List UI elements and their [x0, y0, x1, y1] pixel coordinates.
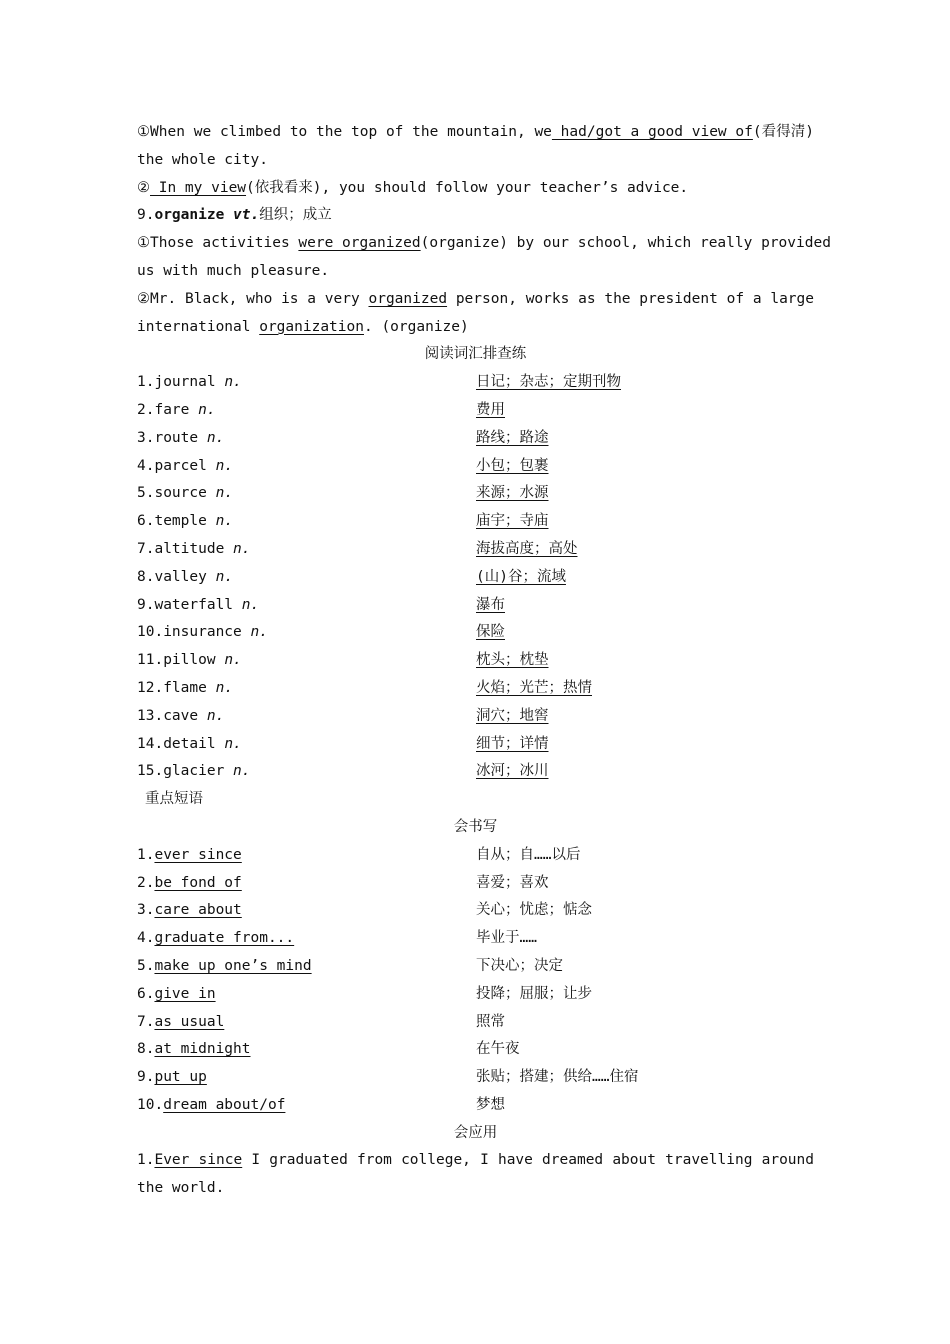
vocab-meaning-cell	[476, 758, 814, 786]
part-of-speech: n.	[224, 374, 242, 391]
item-number: 8.	[137, 1041, 155, 1058]
phrase-meaning: 下决心；决定	[476, 957, 563, 974]
part-of-speech: n.	[198, 401, 216, 418]
part-of-speech: n.	[224, 652, 242, 669]
vocab-row	[137, 619, 814, 647]
phrase-meaning: 梦想	[476, 1096, 505, 1113]
part-of-speech: n.	[224, 735, 242, 752]
item-number: 1.	[137, 846, 155, 863]
phrase-term	[137, 981, 476, 1009]
organize-example-1	[137, 230, 831, 258]
phrase-term	[137, 1009, 476, 1037]
organize-example-2-cont	[137, 314, 814, 342]
vocab-meaning: 冰河；冰川	[476, 763, 549, 780]
part-of-speech: n.	[250, 624, 268, 641]
vocab-meaning: 费用	[476, 401, 505, 418]
vocab-term	[137, 369, 476, 397]
item-number: 10.	[137, 1096, 164, 1113]
vocab-row	[137, 425, 814, 453]
word-entry-organize	[137, 202, 814, 230]
vocab-word: fare	[154, 401, 190, 418]
vocab-row	[137, 508, 814, 536]
vocab-term	[137, 397, 476, 425]
phrase-row	[137, 897, 814, 925]
part-of-speech: n.	[206, 429, 225, 446]
vocab-term	[137, 480, 476, 508]
vocab-meaning: (山)谷；流域	[476, 568, 566, 585]
word-meaning: 组织；成立	[259, 207, 332, 224]
phrase-text: ever since	[154, 846, 242, 863]
sentence-text: ①When we climbed to the top of the mountain, we	[137, 124, 552, 140]
vocab-term	[137, 758, 476, 786]
item-number: ②	[137, 179, 150, 196]
phrase-text: be fond of	[154, 874, 242, 891]
phrase-row	[137, 1036, 814, 1064]
vocab-row	[137, 731, 814, 759]
vocab-heading: 阅读词汇排查练	[424, 346, 527, 363]
vocab-term	[137, 536, 476, 564]
item-number: 6.	[137, 985, 155, 1002]
vocab-row	[137, 758, 814, 786]
item-number: 7.	[137, 1013, 155, 1030]
vocab-meaning: 保险	[476, 624, 505, 641]
phrase-text: make up one’s mind	[154, 957, 312, 974]
part-of-speech: n.	[233, 763, 251, 780]
answer-blank: organization	[259, 318, 364, 335]
phrase-term	[137, 953, 476, 981]
part-of-speech: n.	[206, 707, 225, 724]
item-number: 10.	[137, 624, 164, 641]
phrase-meaning: 投降；屈服；让步	[476, 985, 592, 1002]
item-number: 9.	[137, 596, 155, 613]
phrase-text: give in	[154, 985, 216, 1002]
vocab-meaning-cell	[476, 592, 814, 620]
phrase-row	[137, 842, 814, 870]
vocab-row	[137, 592, 814, 620]
phrase-meaning: 毕业于……	[476, 930, 537, 947]
item-number: 2.	[137, 874, 155, 891]
vocab-word: valley	[154, 568, 207, 585]
vocab-meaning: 小包；包裹	[476, 457, 549, 474]
item-number: 13.	[137, 707, 164, 724]
item-number: 7.	[137, 540, 155, 557]
vocab-word: flame	[163, 679, 207, 696]
vocab-word: source	[154, 485, 207, 502]
vocab-term	[137, 703, 476, 731]
vocab-meaning-cell	[476, 369, 814, 397]
item-number: 15.	[137, 763, 164, 780]
phrase-text: graduate from...	[154, 930, 295, 947]
vocab-term	[137, 619, 476, 647]
phrase-meaning: 自从；自……以后	[476, 846, 581, 863]
vocab-row	[137, 647, 814, 675]
vocab-word: journal	[154, 374, 216, 391]
vocab-meaning: 洞穴；地窖	[476, 707, 549, 724]
vocab-word: pillow	[163, 652, 216, 669]
sentence-text: (依我看来), you should follow your teacher’s advice.	[246, 179, 689, 196]
phrase-term	[137, 870, 476, 898]
vocab-word: glacier	[163, 763, 225, 780]
sentence-text: the world.	[137, 1180, 225, 1197]
item-number: 9.	[137, 207, 155, 224]
phrase-row	[137, 953, 814, 981]
phrase-meaning: 在午夜	[476, 1041, 520, 1058]
phrase-text: at midnight	[154, 1041, 251, 1058]
view-example-1-cont	[137, 147, 814, 175]
write-heading: 会书写	[453, 818, 498, 835]
vocab-meaning: 庙宇；寺庙	[476, 513, 549, 530]
sentence-text: (看得清)	[752, 124, 814, 140]
vocab-meaning: 瀑布	[476, 596, 505, 613]
part-of-speech: n.	[215, 485, 234, 502]
part-of-speech: n.	[241, 596, 260, 613]
vocab-meaning: 日记；杂志；定期刊物	[476, 374, 621, 391]
item-number: 2.	[137, 401, 155, 418]
vocab-meaning-cell	[476, 675, 814, 703]
phrase-term	[137, 1064, 476, 1092]
vocab-meaning-cell	[476, 397, 814, 425]
phrase-list	[137, 842, 814, 1120]
vocab-term	[137, 731, 476, 759]
vocab-meaning-cell	[476, 508, 814, 536]
part-of-speech: n.	[233, 540, 251, 557]
phrase-row	[137, 1092, 814, 1120]
item-number: 14.	[137, 735, 164, 752]
vocab-term	[137, 675, 476, 703]
vocab-row	[137, 369, 814, 397]
vocab-meaning: 海拔高度；高处	[476, 540, 578, 557]
organize-example-1-cont	[137, 258, 814, 286]
vocab-term	[137, 453, 476, 481]
phrase-meaning: 关心；忧虑；惦念	[476, 902, 592, 919]
answer-blank: were organized	[298, 235, 421, 252]
vocab-term	[137, 425, 476, 453]
vocab-row	[137, 480, 814, 508]
vocab-meaning-cell	[476, 619, 814, 647]
phrase-term	[137, 1092, 476, 1120]
phrase-row	[137, 925, 814, 953]
vocab-word: waterfall	[154, 596, 234, 613]
apply-example-1-cont	[137, 1175, 814, 1203]
phrase-row	[137, 981, 814, 1009]
item-number: 11.	[137, 652, 164, 669]
organize-example-2	[137, 286, 814, 314]
sentence-text: ①Those activities	[137, 235, 299, 252]
item-number: 1.	[137, 374, 155, 391]
vocab-meaning-cell	[476, 453, 814, 481]
phrase-meaning: 张贴；搭建；供给……住宿	[476, 1069, 639, 1086]
vocab-meaning: 细节；详情	[476, 735, 549, 752]
part-of-speech: vt.	[233, 207, 260, 224]
vocab-word: parcel	[154, 457, 207, 474]
phrase-term	[137, 897, 476, 925]
vocab-meaning-cell	[476, 731, 814, 759]
vocab-word: temple	[154, 513, 207, 530]
view-example-1	[137, 119, 814, 147]
item-number: 8.	[137, 568, 155, 585]
part-of-speech: n.	[215, 513, 234, 530]
vocab-meaning-cell	[476, 564, 814, 592]
item-number: 9.	[137, 1069, 155, 1086]
vocab-term	[137, 508, 476, 536]
part-of-speech: n.	[215, 568, 234, 585]
item-number: 12.	[137, 679, 164, 696]
vocab-meaning-cell	[476, 425, 814, 453]
sentence-text: person, works as the president of a large	[447, 290, 814, 307]
answer-blank: organized	[368, 290, 448, 307]
sentence-text: . (organize)	[363, 318, 469, 335]
sentence-text: I graduated from college, I have dreamed about travelling around	[242, 1152, 814, 1169]
sentence-text: the whole city.	[137, 151, 268, 168]
vocab-row	[137, 703, 814, 731]
item-number: 4.	[137, 930, 155, 947]
document-page	[137, 119, 831, 1203]
vocab-meaning: 火焰；光芒；热情	[476, 679, 592, 696]
apply-example-1	[137, 1147, 814, 1175]
view-example-2	[137, 175, 814, 203]
phrase-meaning: 照常	[476, 1013, 505, 1030]
answer-blank: had/got a good view of	[551, 124, 753, 140]
item-number: 1.	[137, 1152, 155, 1169]
item-number: 3.	[137, 902, 155, 919]
item-number: 3.	[137, 429, 155, 446]
phrase-text: dream about/of	[163, 1096, 286, 1113]
vocab-word: route	[154, 429, 199, 446]
vocab-word: insurance	[163, 624, 242, 641]
vocab-term	[137, 647, 476, 675]
item-number: 5.	[137, 957, 155, 974]
vocab-word: altitude	[154, 540, 225, 557]
phrase-term	[137, 842, 476, 870]
vocab-meaning: 枕头；枕垫	[476, 652, 549, 669]
sentence-text: international	[137, 318, 260, 335]
phrases-section-title: 重点短语	[145, 791, 203, 808]
item-number: 4.	[137, 457, 155, 474]
phrase-row	[137, 870, 814, 898]
headword: organize	[154, 207, 225, 224]
vocab-row	[137, 564, 814, 592]
part-of-speech: n.	[215, 457, 234, 474]
part-of-speech: n.	[215, 679, 234, 696]
sentence-text: ②Mr. Black, who is a very	[137, 290, 369, 307]
phrase-row	[137, 1009, 814, 1037]
vocab-list	[137, 369, 814, 786]
item-number: 5.	[137, 485, 155, 502]
vocab-word: detail	[163, 735, 216, 752]
vocab-meaning: 路线；路途	[476, 429, 549, 446]
vocab-term	[137, 564, 476, 592]
phrase-text: care about	[154, 902, 242, 919]
vocab-word: cave	[163, 707, 199, 724]
vocab-meaning-cell	[476, 480, 814, 508]
vocab-meaning-cell	[476, 647, 814, 675]
item-number: 6.	[137, 513, 155, 530]
answer-blank: Ever since	[154, 1152, 243, 1169]
apply-heading: 会应用	[453, 1124, 498, 1141]
vocab-row	[137, 453, 814, 481]
sentence-text: (organize) by our school, which really provided	[420, 235, 831, 252]
phrase-meaning: 喜爱；喜欢	[476, 874, 549, 891]
phrase-row	[137, 1064, 814, 1092]
phrase-text: put up	[154, 1069, 207, 1086]
vocab-meaning: 来源；水源	[476, 485, 549, 502]
vocab-meaning-cell	[476, 703, 814, 731]
vocab-row	[137, 675, 814, 703]
sentence-text: us with much pleasure.	[137, 262, 330, 279]
phrase-text: as usual	[154, 1013, 225, 1030]
vocab-meaning-cell	[476, 536, 814, 564]
vocab-term	[137, 592, 476, 620]
answer-blank: In my view	[150, 179, 247, 196]
vocab-row	[137, 397, 814, 425]
phrase-term	[137, 1036, 476, 1064]
vocab-row	[137, 536, 814, 564]
phrase-term	[137, 925, 476, 953]
